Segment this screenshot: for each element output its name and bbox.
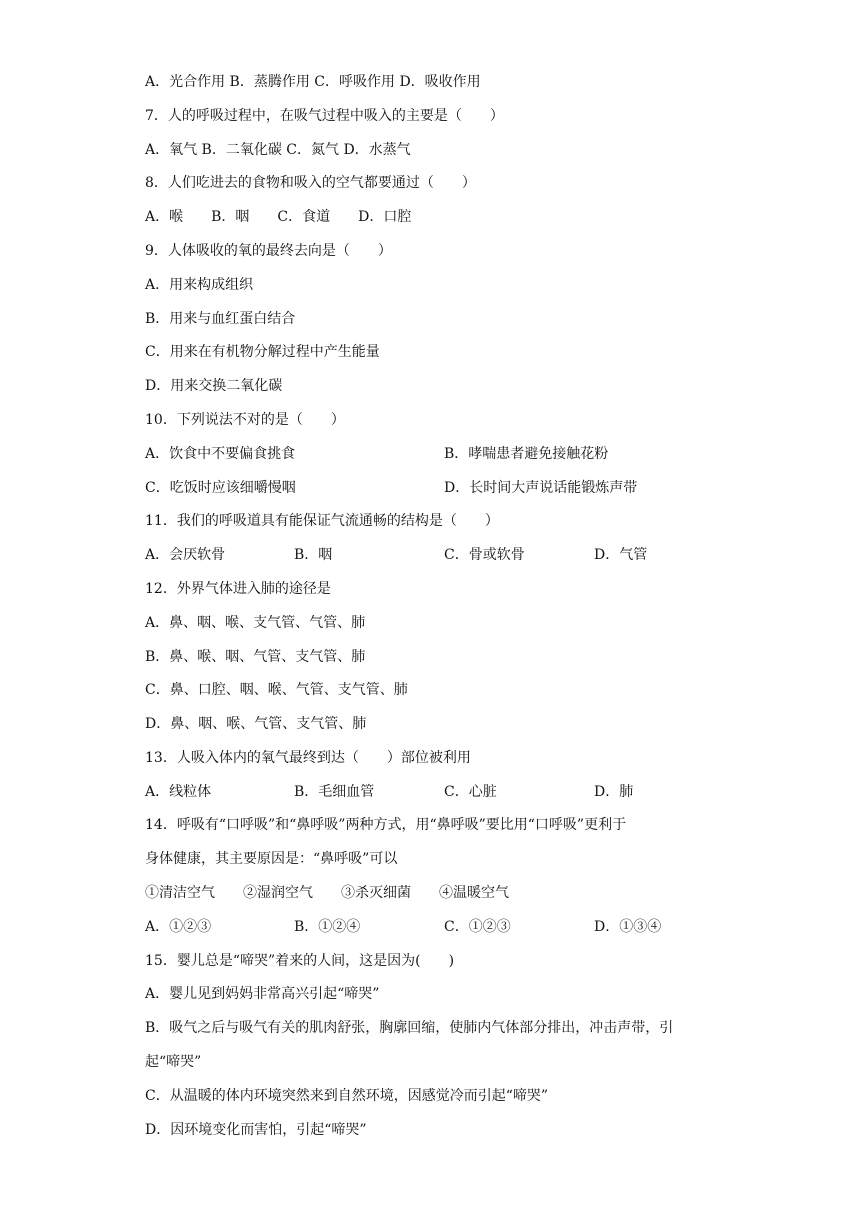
q15-option-a: A．婴儿见到妈妈非常高兴引起“啼哭” (145, 986, 380, 1002)
q13-option-b: B．毛细血管 (294, 784, 375, 800)
q12-stem: 12．外界气体进入肺的途径是 (145, 581, 331, 597)
q7-options: A．氧气 B．二氧化碳 C．氮气 D．水蒸气 (145, 142, 411, 158)
q13-stem: 13．人吸入体内的氧气最终到达（ ）部位被利用 (145, 750, 471, 766)
q9-option-d: D．用来交换二氧化碳 (145, 378, 283, 394)
q13-option-a: A．线粒体 (145, 784, 212, 800)
q12-option-a: A．鼻、咽、喉、支气管、气管、肺 (145, 615, 366, 631)
q12-option-c: C．鼻、口腔、咽、喉、气管、支气管、肺 (145, 682, 408, 698)
q12-option-d: D．鼻、咽、喉、气管、支气管、肺 (145, 716, 367, 732)
q9-option-c: C．用来在有机物分解过程中产生能量 (145, 344, 380, 360)
q11-option-b: B．咽 (294, 547, 333, 563)
q11-option-d: D．气管 (594, 547, 648, 563)
q8-stem: 8．人们吃进去的食物和吸入的空气都要通过（ ） (145, 175, 476, 191)
q13-option-d: D．肺 (594, 784, 634, 800)
q11-stem: 11．我们的呼吸道具有能保证气流通畅的结构是（ ） (145, 513, 499, 529)
q10-option-b: B．哮喘患者避免接触花粉 (444, 446, 609, 462)
q12-option-b: B．鼻、喉、咽、气管、支气管、肺 (145, 649, 366, 665)
q10-option-a: A．饮食中不要偏食挑食 (145, 446, 296, 462)
q15-option-b-line-1: B．吸气之后与吸气有关的肌肉舒张，胸廓回缩，使肺内气体部分排出，冲击声带，引 (145, 1020, 674, 1036)
q14-option-c: C．①②③ (444, 919, 511, 935)
q9-option-b: B．用来与血红蛋白结合 (145, 311, 296, 327)
q10-option-d: D．长时间大声说话能锻炼声带 (444, 480, 638, 496)
q10-option-c: C．吃饭时应该细嚼慢咽 (145, 480, 296, 496)
q7-stem: 7．人的呼吸过程中，在吸气过程中吸入的主要是（ ） (145, 108, 504, 124)
q13-option-c: C．心脏 (444, 784, 497, 800)
q14-option-d: D．①③④ (594, 919, 662, 935)
q14-items: ①清洁空气 ②湿润空气 ③杀灭细菌 ④温暖空气 (145, 885, 509, 901)
q11-option-c: C．骨或软骨 (444, 547, 525, 563)
q14-option-a: A．①②③ (145, 919, 212, 935)
q8-options: A．喉 B．咽 C．食道 D．口腔 (145, 209, 412, 225)
q15-option-c: C．从温暖的体内环境突然来到自然环境，因感觉冷而引起“啼哭” (145, 1088, 549, 1104)
q11-option-a: A．会厌软骨 (145, 547, 226, 563)
q6-options: A．光合作用 B．蒸腾作用 C．呼吸作用 D．吸收作用 (145, 74, 481, 90)
q15-option-b-line-2: 起“啼哭” (145, 1054, 202, 1070)
q14-stem-line-1: 14．呼吸有“口呼吸”和“鼻呼吸”两种方式，用“鼻呼吸”要比用“口呼吸”更利于 (145, 817, 627, 833)
q9-stem: 9．人体吸收的氧的最终去向是（ ） (145, 243, 392, 259)
q15-option-d: D．因环境变化而害怕，引起“啼哭” (145, 1122, 367, 1138)
q9-option-a: A．用来构成组织 (145, 277, 254, 293)
q14-option-b: B．①②④ (294, 919, 361, 935)
q15-stem: 15．婴儿总是“啼哭”着来的人间，这是因为( ) (145, 953, 455, 969)
q10-stem: 10．下列说法不对的是（ ） (145, 412, 345, 428)
q14-stem-line-2: 身体健康，其主要原因是：“鼻呼吸”可以 (145, 851, 398, 867)
